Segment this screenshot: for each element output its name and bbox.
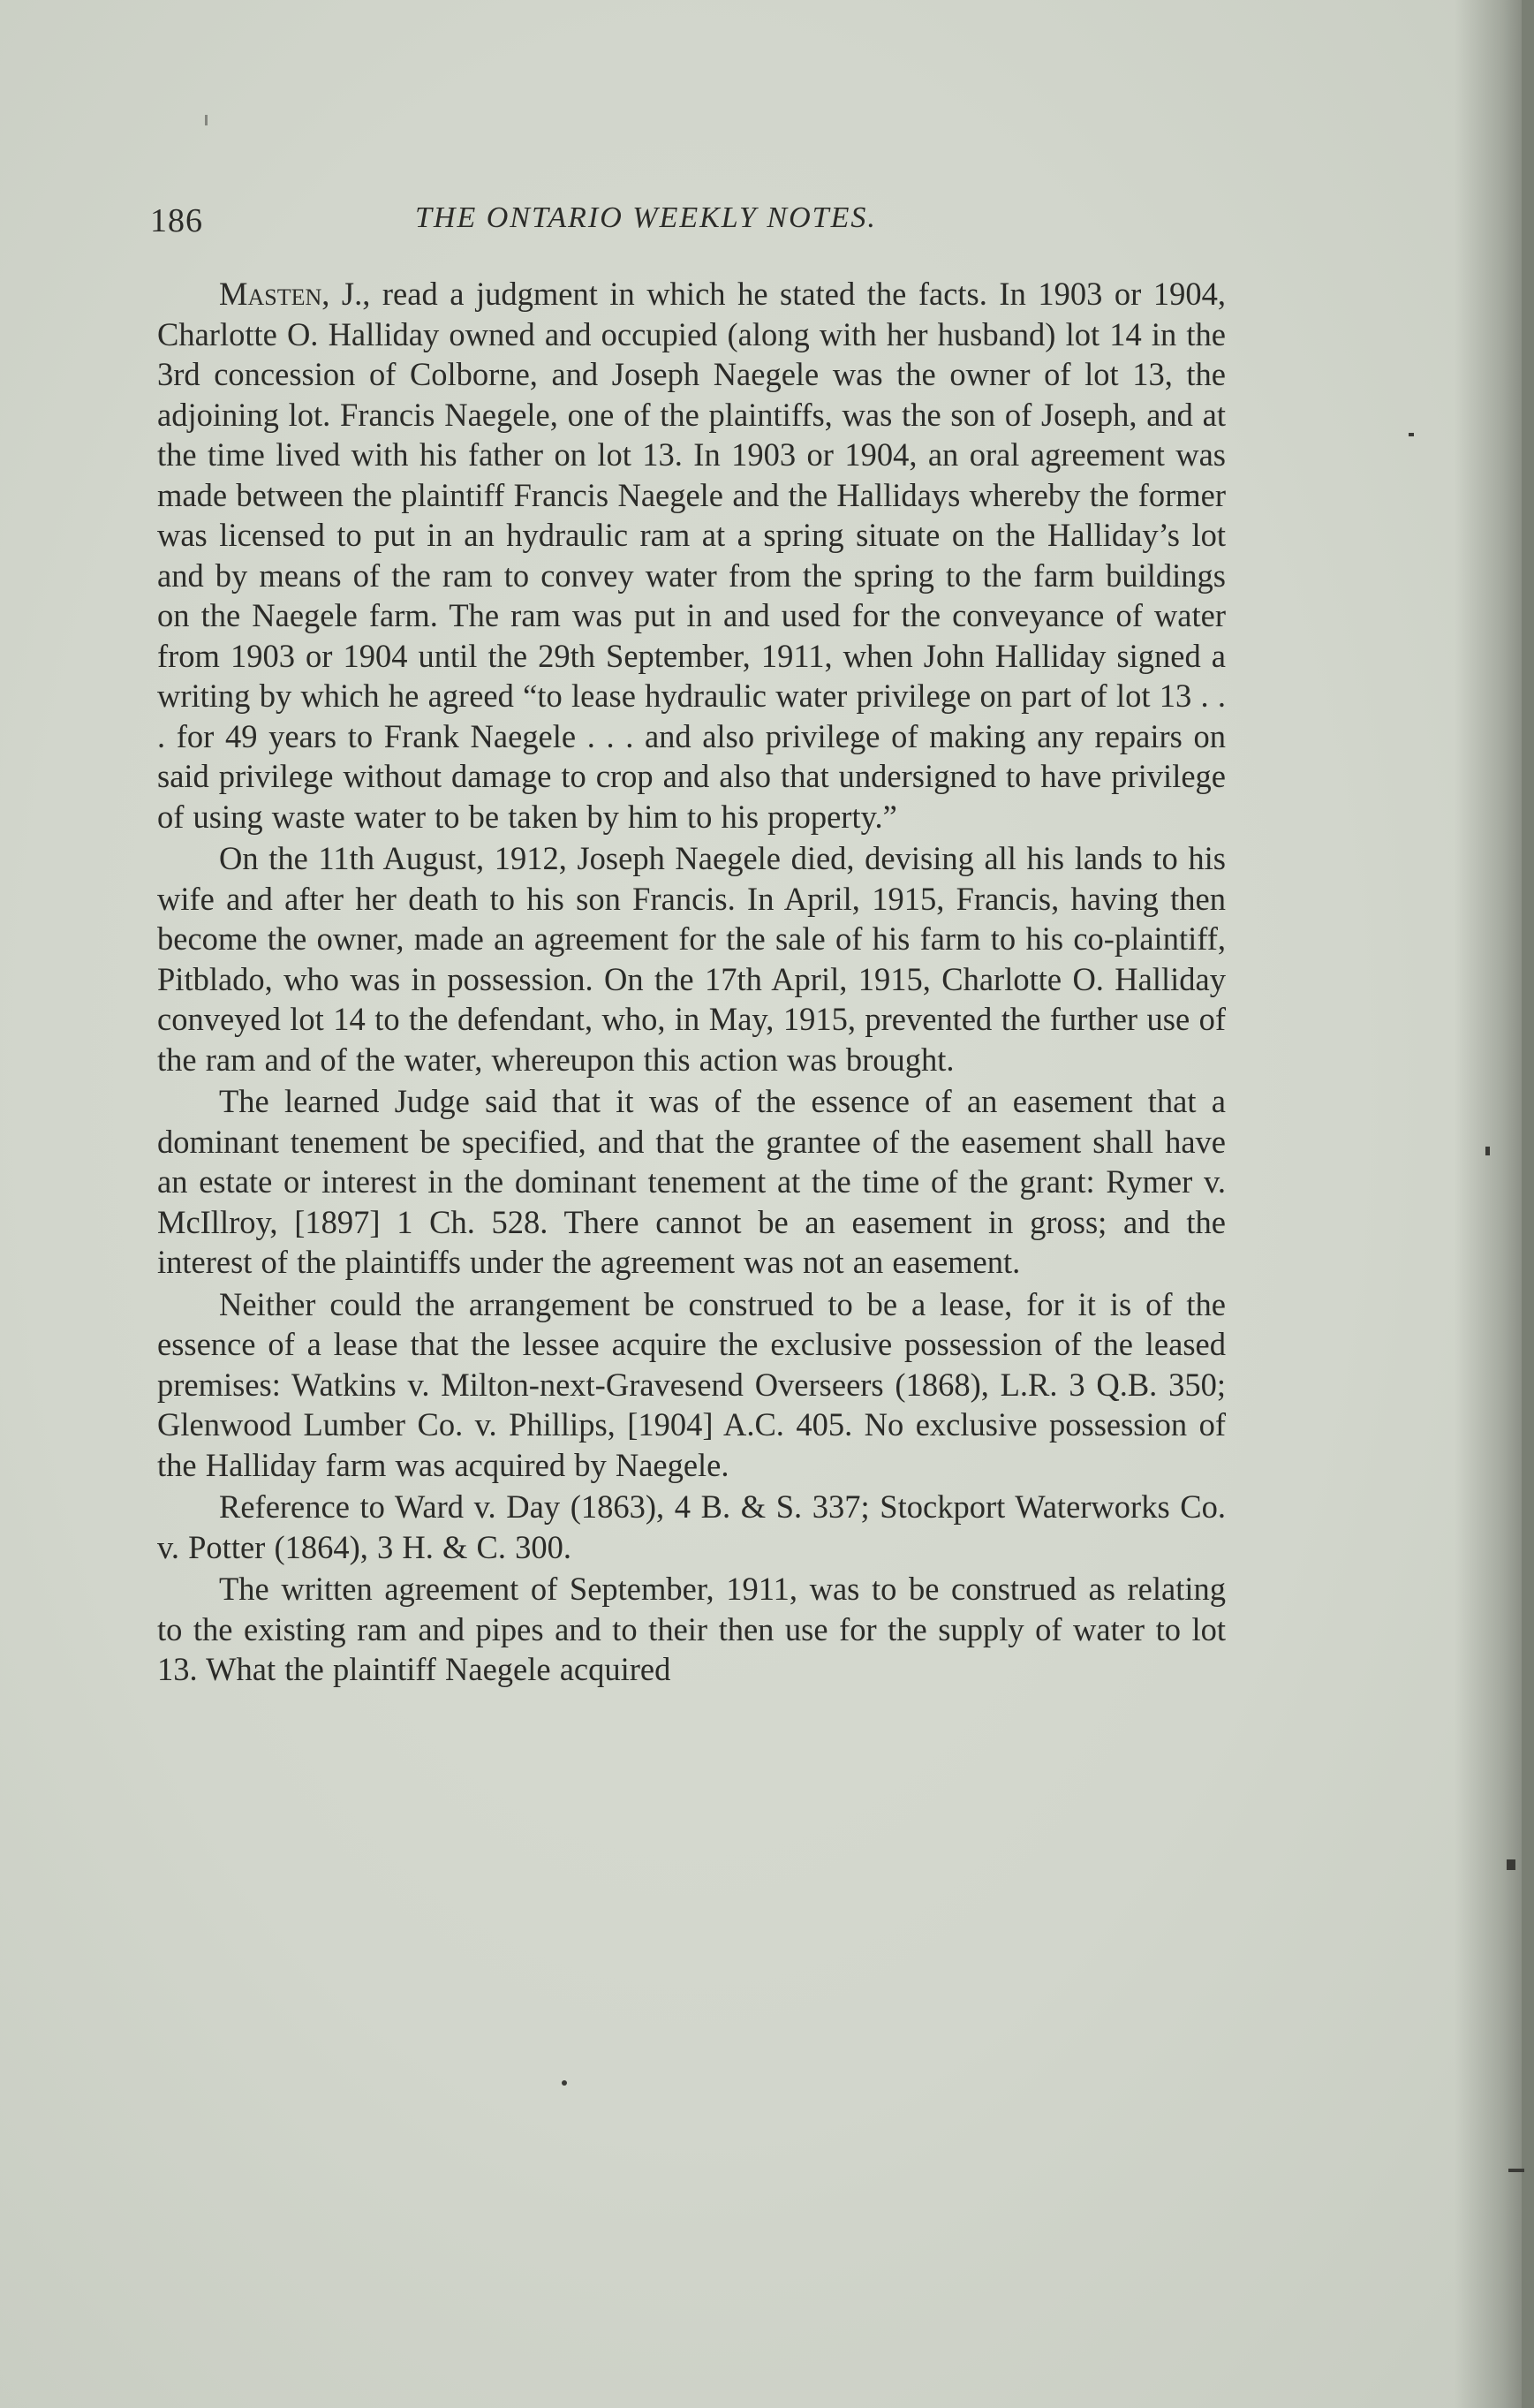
margin-mark xyxy=(1507,1859,1515,1870)
margin-mark xyxy=(1409,433,1414,436)
speck xyxy=(562,2080,567,2086)
judge-name: Masten xyxy=(219,276,322,312)
paragraph-reference: Reference to Ward v. Day (1863), 4 B. & S. 337; Stockport Waterworks Co. v. Potter (1864), 3 H. & C. 300. xyxy=(157,1488,1226,1565)
paragraph-written-agreement: The written agreement of September, 1911, was to be construed as relating to the existing ram and pipes and to their then use for the supply of water to lot 13. What the plaintiff Naegele acquired xyxy=(157,1571,1226,1687)
page-header xyxy=(150,201,1228,254)
margin-mark xyxy=(1485,1147,1490,1155)
running-title: THE ONTARIO WEEKLY NOTES. xyxy=(415,201,877,234)
page-edge xyxy=(1522,0,1534,2408)
paragraph-death-and-sale: On the 11th August, 1912, Joseph Naegele died, devising all his lands to his wife and after her death to his son Francis. In April, 1915, Francis, having then become the owner, made an agreement for the sale of his farm to his co-plaintiff, Pitblado, who was in possession. On the 17th April, 1915, Charlotte O. Halliday conveyed lot 14 to the defendant, who, in May, 1915, prevented the further use of the ram and of the water, whereupon this action was brought. xyxy=(157,840,1226,1078)
margin-mark xyxy=(1508,2169,1524,2172)
paragraph-easement: The learned Judge said that it was of the essence of an easement that a dominant tenement be specified, and that the grantee of the easement shall have an estate or interest in the dominant tenement at the time of the grant: Rymer v. McIllroy, [1897] 1 Ch. 528. There cannot be an easement in gross; and the interest of the plaintiffs under the agreement was not an easement. xyxy=(157,1083,1226,1280)
speck xyxy=(205,115,208,125)
paragraph-facts xyxy=(157,274,1226,837)
judgment-text xyxy=(157,274,1226,1692)
paragraph-lease: Neither could the arrangement be construed to be a lease, for it is of the essence of a lease that the lessee acquire the exclusive possession of the leased premises: Watkins v. Milton-next-Gravesend Overseers (1868), L.R. 3 Q.B. 350; Glenwood Lumber Co. v. Phillips, [1904] A.C. 405. No exclusive possession of the Halliday farm was acquired by Naegele. xyxy=(157,1285,1226,1483)
page-number: 186 xyxy=(150,202,203,239)
paragraph-facts-text: , J., read a judgment in which he stated the facts. In 1903 or 1904, Charlotte O. Halliday owned and occupied (along with her husband) lot 14 in the 3rd concession of Colborne, and Joseph Naegele was the owner of lot 13, the adjoining lot. Francis Naegele, one of the plaintiffs, was the son of Joseph, and at the time lived with his father on lot 13. In 1903 or 1904, an oral agreement was made between the plaintiff Francis Naegele and the Hallidays whereby the former was licensed to put in an hydraulic ram at a spring situate on the Halliday’s lot and by means of the ram to convey water from the spring to the farm buildings on the Naegele farm. The ram was put in and used for the conveyance of water from 1903 or 1904 until the 29th September, 1911, when John Halliday signed a writing by which he agreed “to lease hydraulic water privilege on part of lot 13 . . . for 49 years to Frank Naegele . . . and also privilege of making any repairs on said privilege without damage to crop and also that undersigned to have privilege of using waste water to be taken by him to his property.” xyxy=(157,276,1226,835)
